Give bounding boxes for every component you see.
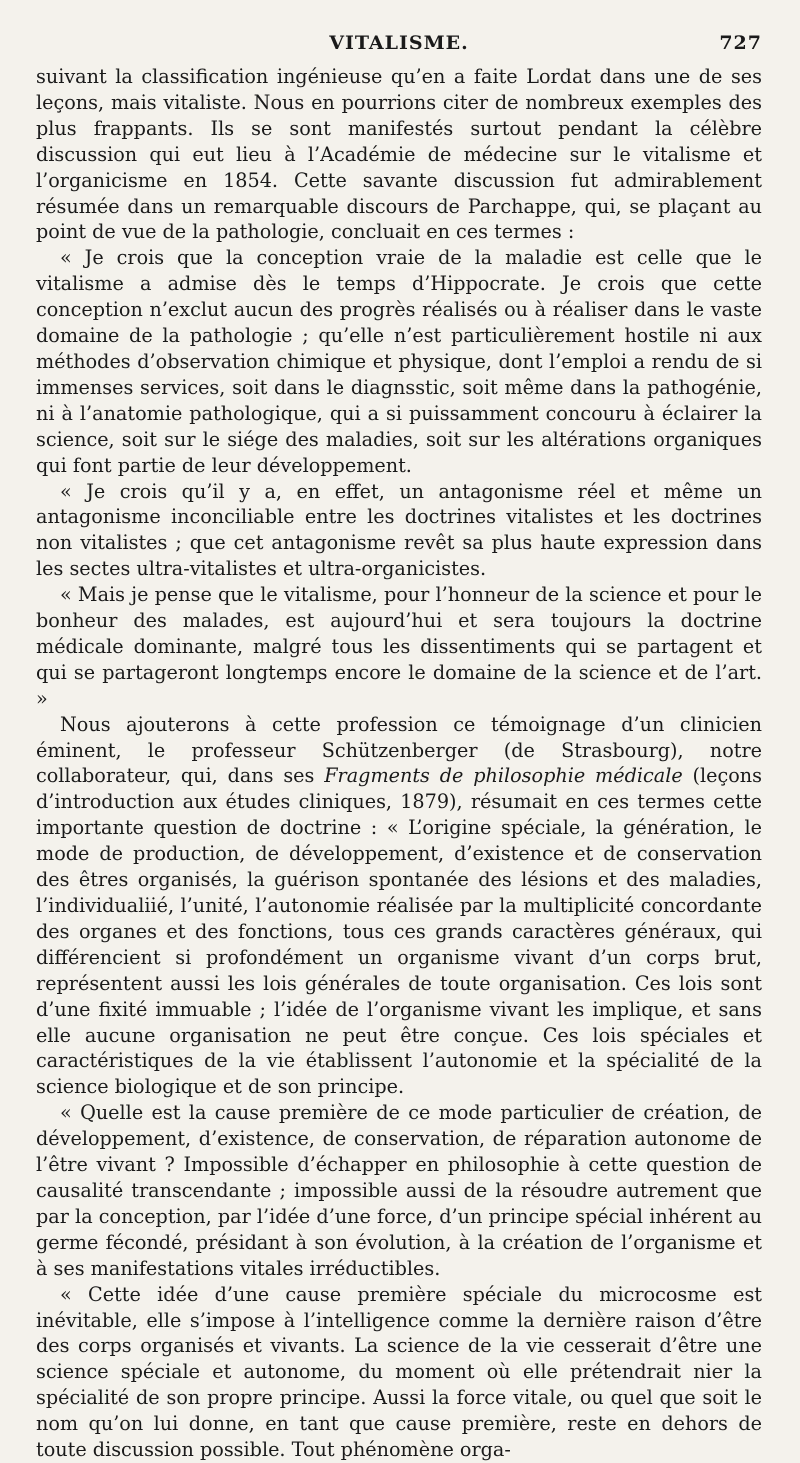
- paragraph-text: (leçons d’introduction aux études cliniques, 1879), résumait en ces termes cette importante question de doctrine : « L’origine spéciale, la génération, le mode de production, de développement, d’existence et de conservation des êtres organisés, la guérison spontanée des lésions et des maladies, l’individualiié, l’unité, l’autonomie réalisée par la multiplicité concordante des organes et des fonctions, tous ces grands caractères généraux, qui différencient si profondément un organisme vivant d’un corps brut, représentent aussi les lois générales de toute organisation. Ces lois sont d’une fixité immuable ; l’idée de l’organisme vivant les implique, et sans elle aucune organisation ne peut être conçue. Ces lois spéciales et caractéristiques de la vie établissent l’autonomie et la spécialité de la science biologique et de son principe.: [36, 764, 762, 1099]
- quote-paragraph: « Je crois qu’il y a, en effet, un antagonisme réel et même un antagonisme inconciliable entre les doctrines vitalistes et les doctrines non vitalistes ; que cet antagonisme revêt sa plus haute expression dans les sectes ultra-vitalistes et ultra-organicistes.: [36, 479, 762, 581]
- quote-paragraph: « Je crois que la conception vraie de la maladie est celle que le vitalisme a admise dès le temps d’Hippocrate. Je crois que cette conception n’exclut aucun des progrès réalisés ou à réaliser dans le vaste domaine de la pathologie ; qu’elle n’est particulièrement hostile ni aux méthodes d’observation chimique et physique, dont l’emploi a rendu de si immenses services, soit dans le diagnsstic, soit même dans la pathogénie, ni à l’anatomie pathologique, qui a si puissamment concouru à éclairer la science, soit sur le siége des maladies, soit sur les altérations organiques qui font partie de leur développement.: [36, 246, 762, 477]
- running-header: [36, 32, 762, 58]
- running-title: VITALISME.: [329, 32, 469, 54]
- paragraph: suivant la classification ingénieuse qu’en a faite Lordat dans une de ses leçons, mais vitaliste. Nous en pourrions citer de nombreux exemples des plus frappants. Ils se sont manifestés surtout pendant la célèbre discussion qui eut lieu à l’Académie de médecine sur le vitalisme et l’organicisme en 1854. Cette savante discussion fut admirablement résumée dans un remarquable discours de Parchappe, qui, se plaçant au point de vue de la pathologie, concluait en ces termes :: [36, 65, 762, 244]
- body-text: [36, 64, 762, 1463]
- quote-paragraph: « Cette idée d’une cause première spéciale du microcosme est inévitable, elle s’impose à l’intelligence comme la dernière raison d’être des corps organisés et vivants. La science de la vie cesserait d’être une science spéciale et autonome, du moment où elle prétendrait nier la spécialité de son propre principe. Aussi la force vitale, ou quel que soit le nom qu’on lui donne, en tant que cause première, reste en dehors de toute discussion possible. Tout phénomène orga-: [36, 1282, 762, 1462]
- quote-paragraph: « Mais je pense que le vitalisme, pour l’honneur de la science et pour le bonheur des malades, est aujourd’hui et sera toujours la doctrine médicale dominante, malgré tous les dissentiments qui se partagent et qui se partageront longtemps encore le domaine de la science et de l’art. »: [36, 583, 762, 710]
- quote-paragraph: « Quelle est la cause première de ce mode particulier de création, de développement, d’existence, de conservation, de réparation autonome de l’être vivant ? Impossible d’échapper en philosophie à cette question de causalité transcendante ; impossible aussi de la résoudre autrement que par la conception, par l’idée d’une force, d’un principe spécial inhérent au germe fécondé, présidant à son évolution, à la création de l’organisme et à ses manifestations vitales irréductibles.: [36, 1101, 762, 1280]
- paragraph-text: Nous ajouterons à cette profession ce témoignage d’un clinicien éminent, le professeur Schützenberger (de Strasbourg), notre collaborateur, qui, dans ses: [36, 712, 762, 788]
- book-title: Fragments de philosophie médicale: [324, 764, 683, 788]
- page-number: 727: [719, 32, 762, 54]
- paragraph: [36, 712, 762, 1101]
